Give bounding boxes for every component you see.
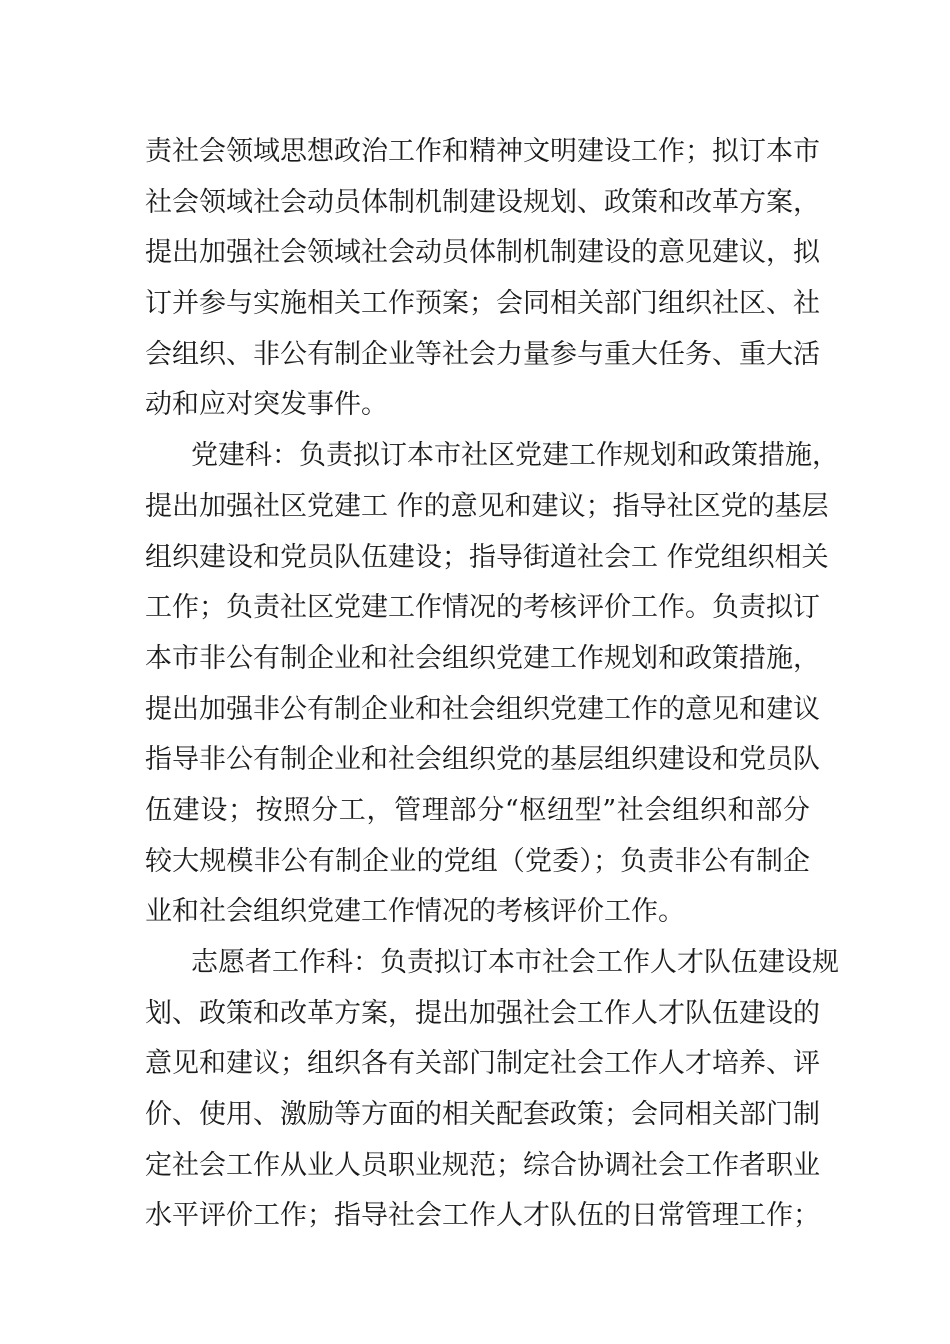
text-line: 较大规模非公有制企业的党组（党委）；负责非公有制企	[145, 845, 810, 877]
text-line: 订并参与实施相关工作预案；会同相关部门组织社区、社	[145, 288, 820, 320]
text-line: 责社会领域思想政治工作和精神文明建设工作；拟订本市	[145, 136, 820, 167]
text-line: 定社会工作从业人员职业规范；综合协调社会工作者职业	[145, 1149, 820, 1181]
text-line: 本市非公有制企业和社会组织党建工作规划和政策措施，	[145, 642, 820, 674]
text-line: 组织建设和党员队伍建设；指导街道社会工 作党组织相关	[145, 541, 829, 573]
text-line: 提出加强社区党建工 作的意见和建议；指导社区党的基层	[145, 490, 829, 522]
text-line: 划、政策和改革方案，提出加强社会工作人才队伍建设的	[145, 997, 820, 1029]
text-line: 意见和建议；组织各有关部门制定社会工作人才培养、评	[145, 1048, 820, 1080]
text-line: 提出加强非公有制企业和社会组织党建工作的意见和建议	[145, 693, 820, 725]
text-line: 水平评价工作；指导社会工作人才队伍的日常管理工作；	[145, 1200, 820, 1232]
document-body	[145, 127, 839, 1242]
text-line: 会组织、非公有制企业等社会力量参与重大任务、重大活	[145, 338, 820, 370]
text-line: 动和应对突发事件。	[145, 389, 388, 421]
text-line: 价、使用、激励等方面的相关配套政策；会同相关部门制	[145, 1099, 820, 1131]
text-line: 业和社会组织党建工作情况的考核评价工作。	[145, 896, 685, 928]
text-line: 指导非公有制企业和社会组织党的基层组织建设和党员队	[145, 744, 820, 776]
paragraph-start-line: 党建科：负责拟订本市社区党建工作规划和政策措施，	[191, 440, 839, 472]
paragraph-start-line: 志愿者工作科：负责拟订本市社会工作人才队伍建设规	[191, 947, 839, 978]
text-line: 伍建设；按照分工，管理部分“枢纽型”社会组织和部分	[145, 794, 810, 826]
text-line: 工作；负责社区党建工作情况的考核评价工作。负责拟订	[145, 592, 820, 624]
text-line: 提出加强社会领域社会动员体制机制建设的意见建议，拟	[145, 237, 820, 269]
text-line: 社会领域社会动员体制机制建设规划、政策和改革方案，	[145, 186, 820, 218]
